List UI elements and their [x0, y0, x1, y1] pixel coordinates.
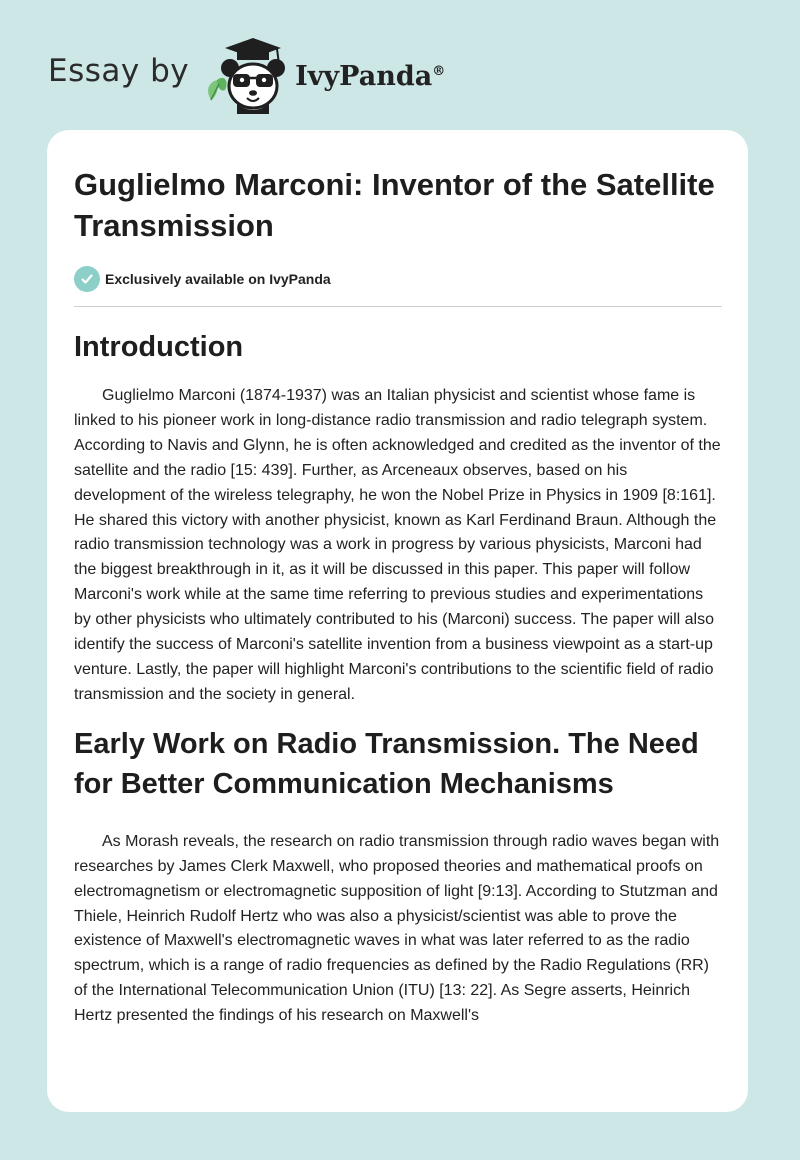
brand-prefix: Essay by [48, 53, 190, 89]
essay-title: Guglielmo Marconi: Inventor of the Satellite Transmission [74, 167, 715, 243]
section-heading-introduction: Introduction [74, 331, 244, 363]
section-heading-early-work: Early Work on Radio Transmission. The Need for Better Communication Mechanisms [74, 727, 699, 800]
exclusive-badge [74, 266, 722, 292]
check-circle-icon [74, 266, 100, 292]
site-brand[interactable] [48, 34, 445, 114]
essay-card [47, 130, 748, 1112]
brand-name: IvyPanda® [295, 60, 446, 92]
divider [74, 306, 722, 307]
section-paragraph-early-work: As Morash reveals, the research on radio transmission through radio waves began with researches by James Clerk Maxwell, who proposed theories and mathematical proofs on electromagnetism or electromagnetic supposition of light [9:13]. According to Stutzman and Thiele, Heinrich Rudolf Hertz who was also a physicist/scientist was able to prove the existence of Maxwell's electromagnetic waves in what was later referred to as the radio spectrum, which is a range of radio frequencies as defined by the Radio Regulations (RR) of the International Telecommunication Union (ITU) [13: 22]. As Segre asserts, Heinrich Hertz presented the findings of his research on Maxwell's [74, 832, 720, 1025]
badge-text: Exclusively available on IvyPanda [105, 271, 331, 287]
panda-graduate-icon [203, 34, 293, 114]
section-paragraph-introduction: Guglielmo Marconi (1874-1937) was an Italian physicist and scientist whose fame is linked to his pioneer work in long-distance radio transmission and radio telegraph system. According to Navis and Glynn, he is often acknowledged and credited as the inventor of the satellite and the radio [15: 439]. Further, as Arceneaux observes, based on his development of the wireless telegraphy, he won the Nobel Prize in Physics in 1909 [8:161]. He shared this victory with another physicist, known as Karl Ferdinand Braun. Although the radio transmission technology was a work in progress by various physicists, Marconi had the biggest breakthrough in it, as it will be discussed in this paper. This paper will follow Marconi's work while at the same time referring to previous studies and experimentations by other physicists who ultimately contributed to his (Marconi) success. The paper will also identify the success of Marconi's satellite invention from a business viewpoint as a start-up venture. Lastly, the paper will highlight Marconi's contributions to the scientific field of radio transmission and the society in general. [74, 387, 721, 703]
